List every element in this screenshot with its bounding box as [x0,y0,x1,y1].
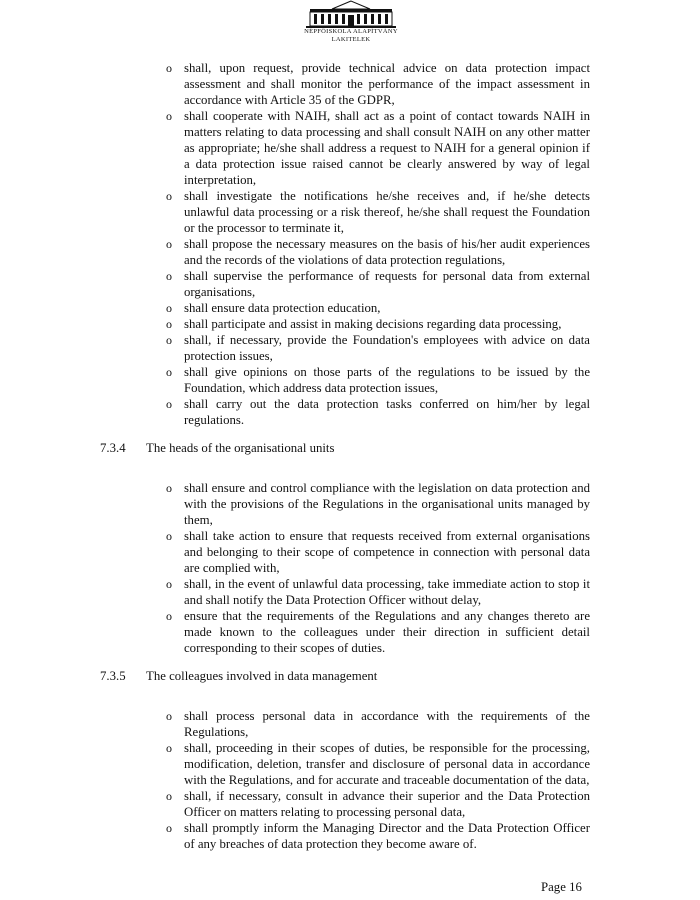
bullet-icon: o [166,529,172,543]
list-item: o shall ensure and control compliance with the legislation on data protection and with the provisions of the Regulations in the organisational units managed by them, [166,481,590,527]
document-body [0,60,700,852]
bullet-icon: o [166,109,172,123]
building-logo-icon [306,0,396,28]
section-number: 7.3.5 [100,669,126,683]
bullet-icon: o [166,481,172,495]
list-item: o shall process personal data in accordance with the requirements of the Regulations, [166,709,590,739]
list-item: o shall, proceeding in their scopes of duties, be responsible for the processing, modification, deletion, transfer and disclosure of personal data in accordance with the Regulations, and for accurate and traceable documentation of the data, [166,741,590,787]
list-item: o shall, if necessary, provide the Foundation's employees with advice on data protection issues, [166,333,590,363]
bullet-icon: o [166,821,172,835]
data-management-colleagues-list [0,708,590,852]
logo-line-foundation: NÉPFŐISKOLA ALAPÍTVÁNY [304,28,398,35]
logo-line-location: LAKITELEK [331,36,371,43]
bullet-icon: o [166,609,172,623]
section-title: The heads of the organisational units [146,441,335,455]
list-item: o shall propose the necessary measures on the basis of his/her audit experiences and the records of the violations of data protection regulations, [166,237,590,267]
list-item: o shall, upon request, provide technical advice on data protection impact assessment and shall monitor the performance of the impact assessment in accordance with Article 35 of the GDPR, [166,61,590,107]
bullet-icon: o [166,317,172,331]
list-item: o shall supervise the performance of requests for personal data from external organisations, [166,269,590,299]
bullet-icon: o [166,365,172,379]
list-item: o shall promptly inform the Managing Director and the Data Protection Officer of any breaches of data protection they become aware of. [166,821,590,851]
section-number: 7.3.4 [100,441,126,455]
list-item: o ensure that the requirements of the Regulations and any changes thereto are made known to the colleagues under their direction in sufficient detail corresponding to their scopes of duties. [166,609,590,655]
foundation-logo [296,0,406,46]
bullet-icon: o [166,741,172,755]
list-item: o shall, in the event of unlawful data processing, take immediate action to stop it and shall notify the Data Protection Officer without delay, [166,577,590,607]
list-item: o shall cooperate with NAIH, shall act as a point of contact towards NAIH in matters relating to data processing and shall consult NAIH on any other matter as appropriate; he/she shall address a request to NAIH for a general opinion if a data protection issue raised cannot be clearly answered by way of legal interpretation, [166,109,590,187]
section-heading-7-3-5 [0,656,700,700]
bullet-icon: o [166,397,172,411]
list-item: o shall, if necessary, consult in advance their superior and the Data Protection Officer on matters relating to processing personal data, [166,789,590,819]
list-item: o shall take action to ensure that requests received from external organisations and belonging to their scope of competence in connection with personal data are complied with, [166,529,590,575]
bullet-icon: o [166,789,172,803]
bullet-icon: o [166,301,172,315]
unit-heads-duties-list [0,480,590,656]
bullet-icon: o [166,269,172,283]
list-item: o shall carry out the data protection tasks conferred on him/her by legal regulations. [166,397,590,427]
bullet-icon: o [166,333,172,347]
bullet-icon: o [166,709,172,723]
list-item: o shall investigate the notifications he/she receives and, if he/she detects unlawful data processing or a risk thereof, he/she shall request the Foundation or the processor to terminate it, [166,189,590,235]
bullet-icon: o [166,189,172,203]
bullet-icon: o [166,577,172,591]
section-heading-7-3-4 [0,428,700,472]
list-item: o shall ensure data protection education, [166,301,381,315]
page-number: Page 16 [541,880,582,894]
list-item: o shall participate and assist in making decisions regarding data processing, [166,317,562,331]
dpo-duties-list [0,60,590,428]
section-title: The colleagues involved in data management [146,669,378,683]
list-item: o shall give opinions on those parts of the regulations to be issued by the Foundation, which address data protection issues, [166,365,590,395]
bullet-icon: o [166,61,172,75]
bullet-icon: o [166,237,172,251]
